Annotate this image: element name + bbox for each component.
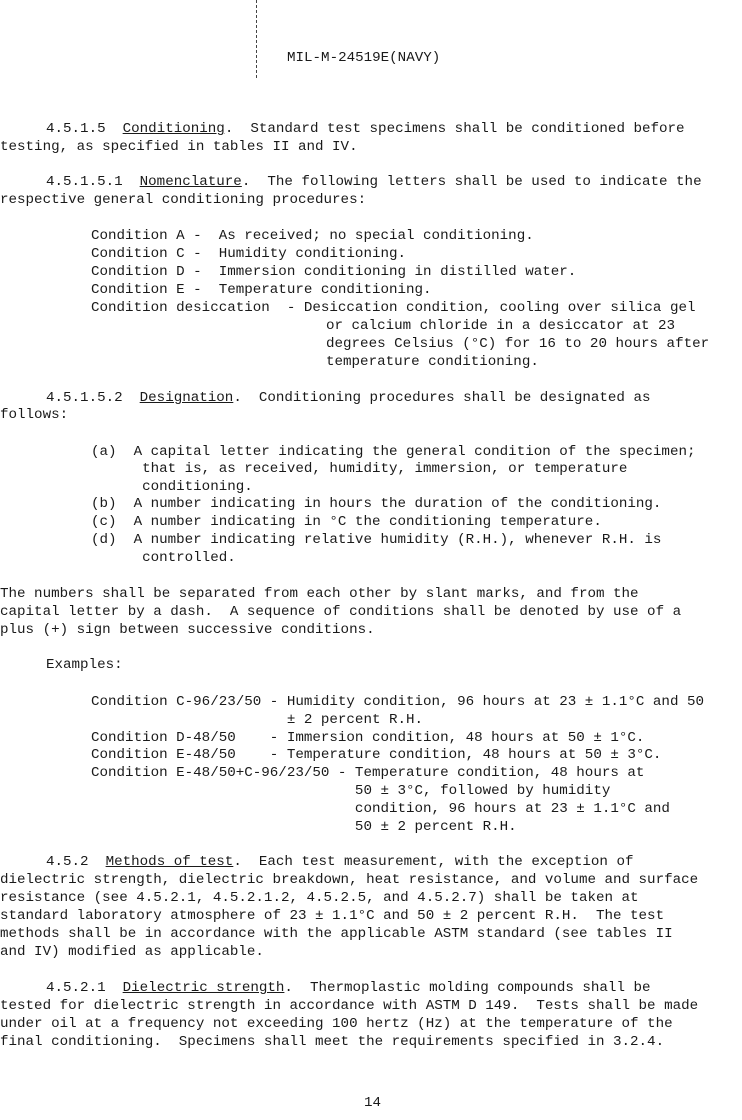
paragraph-line: resistance (see 4.5.2.1, 4.5.2.1.2, 4.5.2.5, and 4.5.2.7) shall be taken at [0,890,639,906]
section-text: . Conditioning procedures shall be designated as [233,390,651,406]
section-number: 4.5.2 [46,854,89,870]
section-4515-text: testing, as specified in tables II and IV. [0,139,358,155]
section-45152-text: follows: [0,407,69,423]
section-text: . Thermoplastic molding compounds shall be [284,980,651,996]
page-number: 14 [364,1095,382,1111]
example-line: Condition D-48/50 - Immersion condition, 48 hours at 50 ± 1°C. [91,730,645,746]
list-item: conditioning. [91,479,253,495]
section-title: Methods of test [105,854,234,870]
paragraph-line: plus (+) sign between successive conditions. [0,622,375,638]
example-line: 50 ± 2 percent R.H. [91,819,517,835]
section-title: Conditioning [122,121,225,137]
example-line: Condition C-96/23/50 - Humidity condition, 96 hours at 23 ± 1.1°C and 50 [91,694,704,710]
condition-e: Condition E - Temperature conditioning. [91,282,432,298]
section-title: Dielectric strength [122,980,285,996]
section-45151-heading [46,173,702,191]
list-item: (b) A number indicating in hours the duration of the conditioning. [91,496,662,512]
example-line: Condition E-48/50 - Temperature condition, 48 hours at 50 ± 3°C. [91,747,662,763]
list-item: controlled. [91,550,236,566]
section-title: Nomenclature [139,174,242,190]
paragraph-line: capital letter by a dash. A sequence of conditions shall be denoted by use of a [0,604,682,620]
paragraph-line: and IV) modified as applicable. [0,944,264,960]
paragraph-line: tested for dielectric strength in accordance with ASTM D 149. Tests shall be made [0,998,699,1014]
example-line: Condition E-48/50+C-96/23/50 - Temperature condition, 48 hours at [91,765,645,781]
section-452-heading [46,853,633,871]
example-line: ± 2 percent R.H. [91,712,424,728]
list-item: (a) A capital letter indicating the general condition of the specimen; [91,444,696,460]
paragraph-line: final conditioning. Specimens shall meet the requirements specified in 3.2.4. [0,1034,665,1050]
binding-line [256,0,257,78]
section-45152-heading [46,389,651,407]
section-4515-heading [46,120,685,138]
paragraph-line: methods shall be in accordance with the applicable ASTM standard (see tables II [0,926,673,942]
section-text: . The following letters shall be used to indicate the [241,174,702,190]
section-text: . Each test measurement, with the exception of [233,854,634,870]
section-number: 4.5.1.5 [46,121,106,137]
paragraph-line: The numbers shall be separated from each other by slant marks, and from the [0,586,639,602]
condition-d: Condition D - Immersion conditioning in distilled water. [91,264,577,280]
section-45151-text: respective general conditioning procedures: [0,192,367,208]
example-line: 50 ± 3°C, followed by humidity [91,783,611,799]
example-line: condition, 96 hours at 23 ± 1.1°C and [91,801,670,817]
examples-label: Examples: [46,657,123,673]
condition-desiccation-cont: or calcium chloride in a desiccator at 23 [326,318,676,334]
condition-desiccation-cont: degrees Celsius (°C) for 16 to 20 hours after [326,336,710,352]
condition-a: Condition A - As received; no special conditioning. [91,228,534,244]
document-id: MIL-M-24519E(NAVY) [287,50,441,66]
paragraph-line: under oil at a frequency not exceeding 100 hertz (Hz) at the temperature of the [0,1016,673,1032]
list-item: (d) A number indicating relative humidity (R.H.), whenever R.H. is [91,532,662,548]
list-item: (c) A number indicating in °C the conditioning temperature. [91,514,602,530]
section-number: 4.5.2.1 [46,980,106,996]
section-title: Designation [139,390,234,406]
section-number: 4.5.1.5.2 [46,390,123,406]
paragraph-line: standard laboratory atmosphere of 23 ± 1.1°C and 50 ± 2 percent R.H. The test [0,908,665,924]
condition-desiccation-cont: temperature conditioning. [326,354,539,370]
condition-desiccation: Condition desiccation - Desiccation condition, cooling over silica gel [91,300,696,316]
condition-c: Condition C - Humidity conditioning. [91,246,407,262]
list-item: that is, as received, humidity, immersion, or temperature [91,461,628,477]
paragraph-line: dielectric strength, dielectric breakdown, heat resistance, and volume and surface [0,872,699,888]
section-4521-heading [46,979,651,997]
section-text: . Standard test specimens shall be conditioned before [224,121,685,137]
section-number: 4.5.1.5.1 [46,174,123,190]
